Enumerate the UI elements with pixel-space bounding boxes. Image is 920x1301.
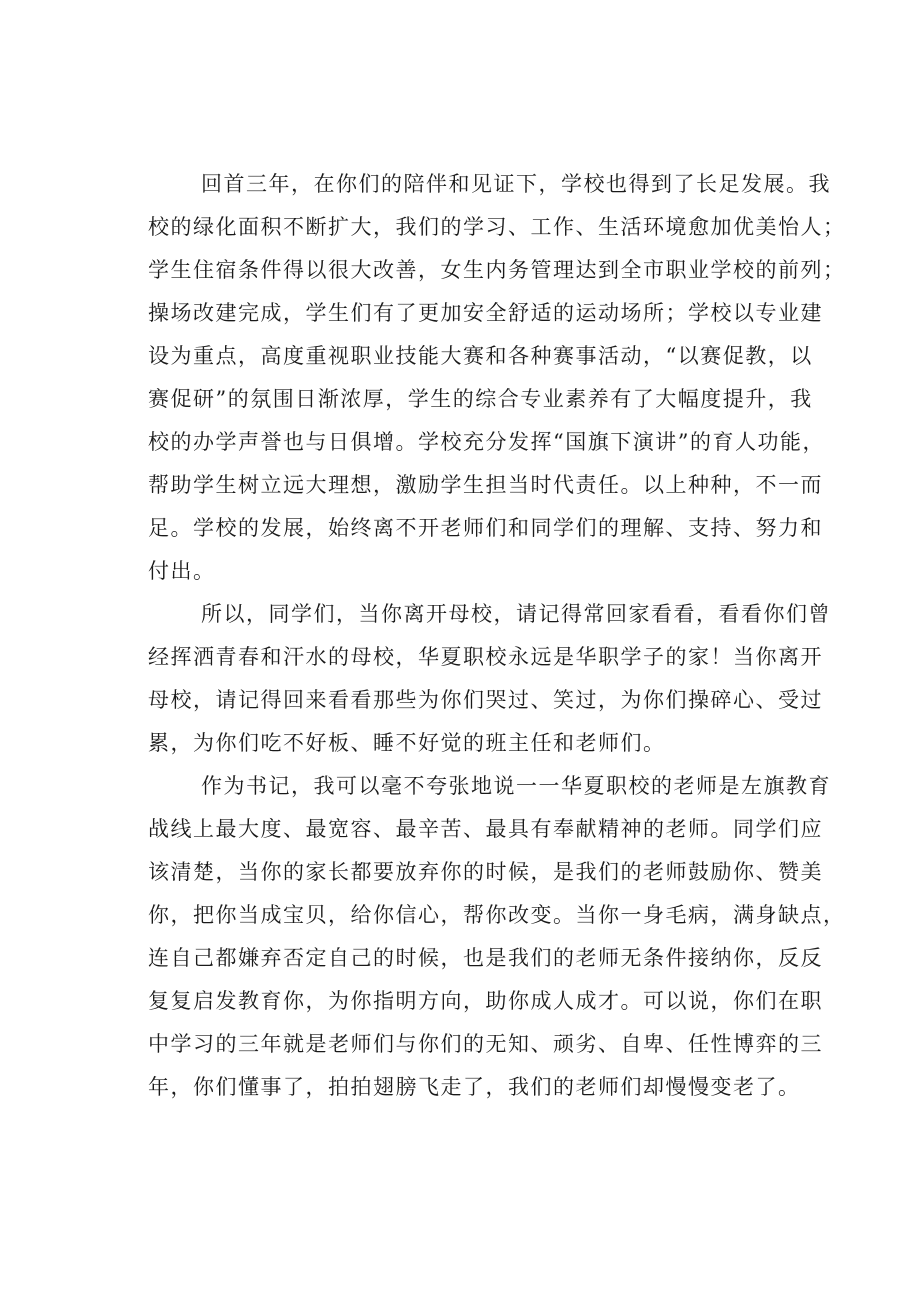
text-line: 作为书记，我可以毫不夸张地说一一华夏职校的老师是左旗教育 — [201, 774, 831, 798]
text-line: 连自己都嫌弃否定自己的时候，也是我们的老师无条件接纳你，反反 — [148, 946, 823, 970]
text-line: 付出。 — [148, 559, 216, 583]
paragraph-2 — [148, 593, 831, 765]
text-line: 设为重点，高度重视职业技能大赛和各种赛事活动，“以赛促教，以 — [148, 344, 813, 368]
text-line: 复复启发教育你，为你指明方向，助你成人成才。可以说，你们在职 — [148, 989, 823, 1013]
text-line: 经挥洒青春和汗水的母校，华夏职校永远是华职学子的家！当你离开 — [148, 645, 823, 669]
text-line: 中学习的三年就是老师们与你们的无知、顽劣、自卑、任性博弈的三 — [148, 1032, 823, 1056]
text-line: 赛促研”的氛围日渐浓厚，学生的综合专业素养有了大幅度提升，我 — [148, 387, 813, 411]
text-line: 足。学校的发展，始终离不开老师们和同学们的理解、支持、努力和 — [148, 516, 823, 540]
text-line: 帮助学生树立远大理想，激励学生担当时代责任。以上种种，不一而 — [148, 473, 823, 497]
text-line: 校的绿化面积不断扩大，我们的学习、工作、生活环境愈加优美怡人； — [148, 215, 846, 239]
text-line: 母校，请记得回来看看那些为你们哭过、笑过，为你们操碎心、受过 — [148, 688, 823, 712]
text-line: 你，把你当成宝贝，给你信心，帮你改变。当你一身毛病，满身缺点， — [148, 903, 846, 927]
text-line: 战线上最大度、最宽容、最辛苦、最具有奉献精神的老师。同学们应 — [148, 817, 823, 841]
text-line: 该清楚，当你的家长都要放弃你的时候，是我们的老师鼓励你、赞美 — [148, 860, 823, 884]
paragraph-1 — [148, 163, 846, 593]
text-line: 累，为你们吃不好板、睡不好觉的班主任和老师们。 — [148, 731, 666, 755]
text-line: 所以，同学们，当你离开母校，请记得常回家看看，看看你们曾 — [201, 602, 831, 626]
text-line: 操场改建完成，学生们有了更加安全舒适的运动场所；学校以专业建 — [148, 301, 823, 325]
text-line: 回首三年，在你们的陪伴和见证下，学校也得到了长足发展。我 — [201, 172, 831, 196]
document-body — [148, 163, 846, 1109]
text-line: 校的办学声誉也与日俱增。学校充分发挥“国旗下演讲”的育人功能， — [148, 430, 825, 454]
paragraph-3 — [148, 765, 846, 1109]
text-line: 学生住宿条件得以很大改善，女生内务管理达到全市职业学校的前列； — [148, 258, 846, 282]
text-line: 年，你们懂事了，拍拍翅膀飞走了，我们的老师们却慢慢变老了。 — [148, 1075, 801, 1099]
